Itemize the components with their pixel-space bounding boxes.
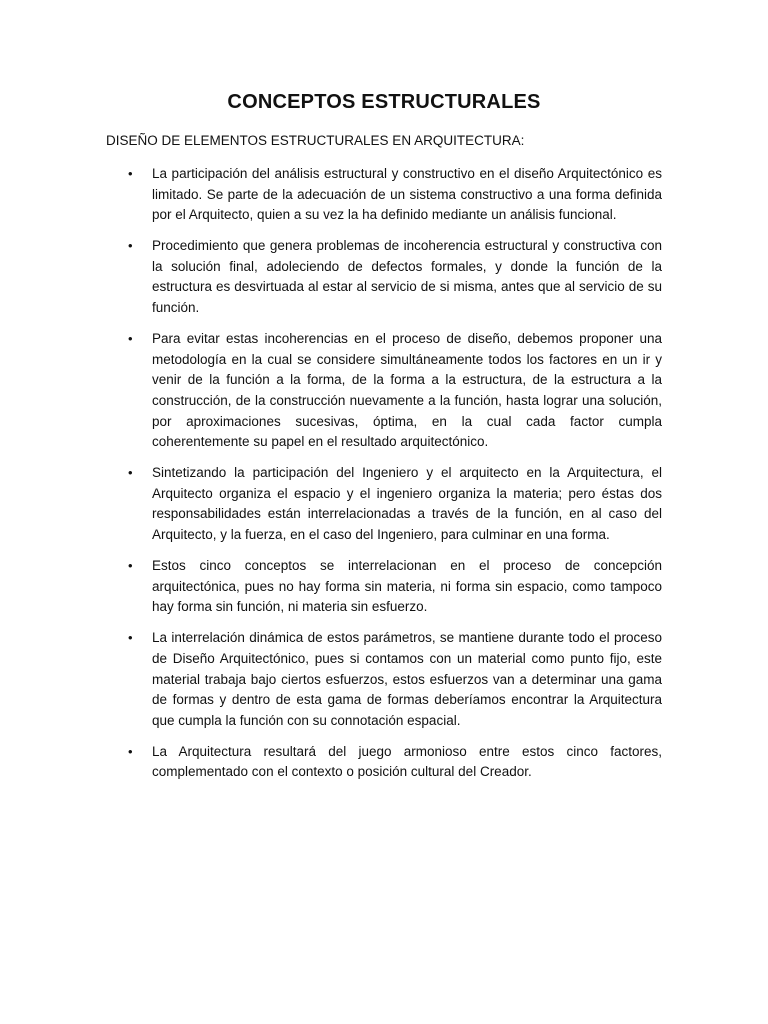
list-item-text: Procedimiento que genera problemas de incoherencia estructural y constructiva con la solución final, adoleciendo de defectos formales, y donde la función de la estructura es desvirtuada al estar al servicio de si misma, antes que al servicio de su función. [152,238,662,316]
section-heading: DISEÑO DE ELEMENTOS ESTRUCTURALES EN ARQUITECTURA: [106,133,525,148]
list-item [128,628,662,731]
list-item-text: Para evitar estas incoherencias en el proceso de diseño, debemos proponer una metodología en la cual se considere simultáneamente todos los factores en un ir y venir de la función a la forma, de la forma a la estructura, de la estructura a la construcción, de la construcción nuevamente a la función, hasta lograr una solución, por aproximaciones sucesivas, óptima, en la cual cada factor cumpla coherentemente su papel en el resultado arquitectónico. [152,331,662,450]
list-item-text: Sintetizando la participación del Ingeniero y el arquitecto en la Arquitectura, el Arquitecto organiza el espacio y el ingeniero organiza la materia; pero éstas dos responsabilidades están interrelacionadas a través de la función, en al caso del Arquitecto, y la fuerza, en el caso del Ingeniero, para culminar en una forma. [152,465,662,542]
bullet-icon: • [128,743,133,759]
list-item [128,164,662,226]
list-item [128,556,662,618]
page-title: CONCEPTOS ESTRUCTURALES [227,91,541,113]
bullet-icon: • [128,238,133,254]
bullet-icon: • [128,166,133,181]
list-item [128,463,662,545]
list-item-text: Estos cinco conceptos se interrelacionan en el proceso de concepción arquitectónica, pues no hay forma sin materia, ni forma sin espacio, como tampoco hay forma sin función, ni materia sin esfuerzo. [152,558,662,615]
bullet-icon: • [128,331,133,347]
bullet-icon: • [128,630,133,646]
bullet-icon: • [128,558,133,574]
list-item-text: La interrelación dinámica de estos parámetros, se mantiene durante todo el proceso de Diseño Arquitectónico, pues si contamos con un material como punto fijo, este material trabaja bajo ciertos esfuerzos, estos esfuerzos van a determinar una gama de formas y dentro de esta gama de formas deberíamos encontrar la Arquitectura que cumpla la función con su connotación espacial. [152,630,662,728]
list-item-text: La participación del análisis estructural y constructivo en el diseño Arquitectónico es limitado. Se parte de la adecuación de un sistema constructivo a una forma definida por el Arquitecto, quien a su vez la ha definido mediante un análisis funcional. [152,166,662,223]
bullet-list [128,164,662,794]
bullet-icon: • [128,465,133,481]
list-item [128,329,662,453]
list-item [128,236,662,318]
list-item-text: La Arquitectura resultará del juego armonioso entre estos cinco factores, complementado con el contexto o posición cultural del Creador. [152,743,662,780]
list-item [128,742,662,783]
